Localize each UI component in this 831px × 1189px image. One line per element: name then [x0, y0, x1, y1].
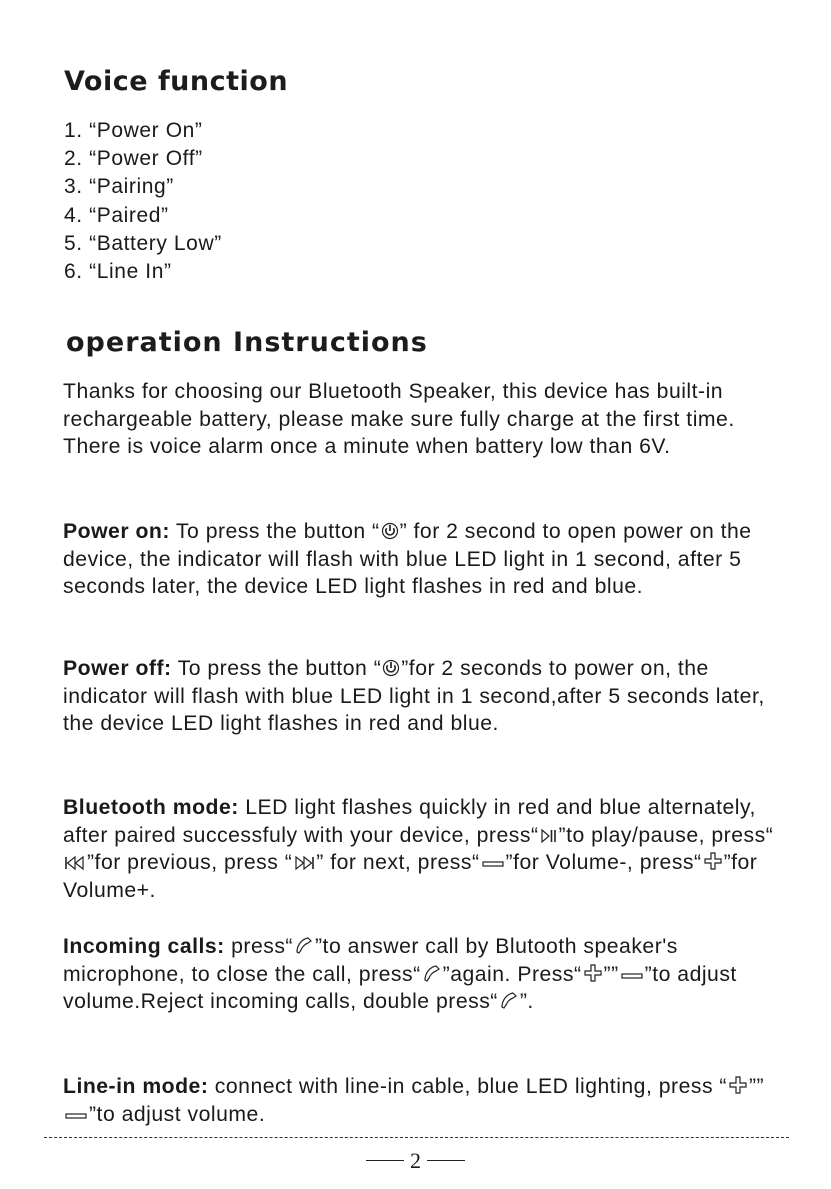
power-icon — [382, 657, 400, 677]
volume-plus-icon — [703, 851, 723, 871]
voice-item: 6. “Line In” — [64, 260, 172, 284]
power-off-label: Power off: — [63, 657, 172, 680]
voice-item: 4. “Paired” — [64, 203, 169, 227]
voice-function-heading: Voice function — [64, 66, 289, 97]
power-icon — [381, 520, 399, 540]
volume-plus-icon — [728, 1075, 748, 1095]
power-off-paragraph — [63, 655, 783, 738]
text-segment: ”” — [749, 1075, 765, 1098]
dashed-divider — [44, 1137, 789, 1138]
play-pause-icon — [540, 828, 558, 844]
text-segment: ”to adjust volume.Reject incoming calls, double press“ — [63, 962, 737, 1013]
text-segment: ”. — [519, 990, 534, 1013]
volume-minus-icon — [620, 969, 644, 983]
page-number — [0, 1148, 831, 1174]
text-segment: ”for Volume-, press“ — [505, 851, 702, 874]
text-segment: ” for next, press“ — [316, 851, 480, 874]
text-segment: ”to adjust volume. — [89, 1102, 266, 1126]
incoming-calls-paragraph — [63, 933, 783, 1016]
voice-item: 1. “Power On” — [64, 119, 203, 142]
text-segment: connect with line-in cable, blue LED lighting, press “ — [208, 1075, 727, 1098]
bluetooth-mode-paragraph — [63, 794, 783, 904]
text-segment: ”again. Press“ — [442, 962, 582, 986]
next-track-icon — [293, 855, 315, 871]
volume-minus-icon — [481, 857, 505, 871]
bluetooth-mode-label: Bluetooth mode: — [63, 796, 239, 819]
voice-function-list — [64, 117, 222, 286]
line-in-mode-label: Line-in mode: — [63, 1075, 209, 1098]
text-segment: To press the button “ — [169, 520, 380, 543]
text-segment: ”” — [603, 962, 619, 986]
incoming-calls-label: Incoming calls: — [63, 935, 225, 958]
phone-icon — [294, 935, 314, 955]
line-in-mode-paragraph — [63, 1073, 783, 1128]
page-number-dash — [366, 1160, 404, 1161]
page-number-dash — [427, 1160, 465, 1161]
page-number-value: 2 — [410, 1148, 421, 1173]
previous-track-icon — [64, 855, 86, 871]
power-on-label: Power on: — [63, 520, 170, 543]
volume-minus-icon — [64, 1109, 88, 1123]
text-segment: ”for previous, press “ — [87, 851, 293, 874]
text-segment: ”to answer call by Blutooth speaker's microphone, to close the call, press“ — [63, 935, 678, 986]
phone-icon — [422, 963, 442, 983]
text-segment: ”to play/pause, press“ — [558, 823, 774, 847]
text-segment: press“ — [224, 935, 293, 958]
text-segment: ”for Volume+. — [63, 851, 758, 902]
voice-item: 3. “Pairing” — [64, 175, 174, 199]
text-segment: LED light flashes quickly in red and blue alternately, after paired successfuly with your device, press“ — [63, 796, 756, 847]
volume-plus-icon — [583, 963, 603, 983]
text-segment: To press the button “ — [171, 657, 382, 680]
voice-item: 5. “Battery Low” — [64, 231, 222, 255]
phone-icon — [499, 990, 519, 1010]
text-segment: ” for 2 second to open power on the device, the indicator will flash with blue LED light in 1 second, after 5 seconds later, the device LED light flashes in red and blue. — [63, 520, 752, 598]
power-on-paragraph — [63, 518, 783, 601]
voice-item: 2. “Power Off” — [64, 147, 203, 171]
operation-instructions-heading: operation Instructions — [66, 327, 428, 358]
intro-paragraph: Thanks for choosing our Bluetooth Speaker, this device has built-in rechargeable battery, please make sure fully charge at the first time. There is voice alarm once a minute when battery low than 6V. — [63, 380, 735, 458]
text-segment: ”for 2 seconds to power on, the indicator will flash with blue LED light in 1 second,after 5 seconds later, the device LED light flashes in red and blue. — [63, 657, 765, 735]
